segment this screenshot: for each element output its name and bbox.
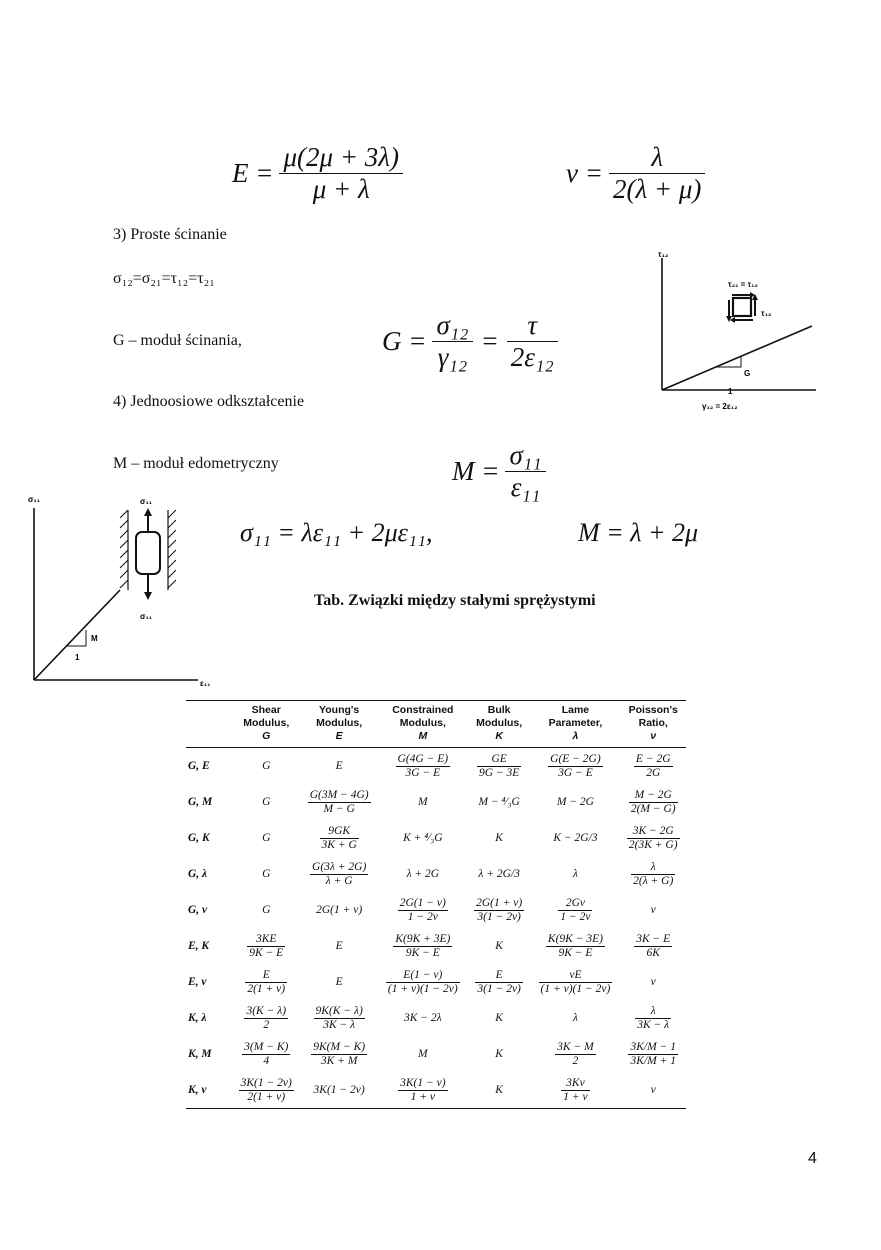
table-row-label: E, ν [188, 976, 207, 988]
table-row [186, 928, 686, 964]
table-cell-denominator: 2 [572, 1054, 579, 1067]
table-header-1 [300, 701, 377, 748]
shear-modulus-label: G – moduł ścinania, [113, 332, 242, 349]
table-header-l1: Young's [319, 704, 360, 716]
table-cell: 3K(1 − 2ν) [313, 1084, 365, 1096]
table-cell: K − 2G/3 [553, 832, 598, 844]
table-cell: G [262, 904, 271, 916]
edo-lhs: M = [452, 456, 500, 486]
table-cell-denominator: 3K − λ [637, 1018, 670, 1031]
table-header-sym: E [335, 730, 343, 742]
table-cell [468, 892, 531, 928]
table-cell [620, 820, 686, 856]
table-row [186, 748, 686, 785]
table-cell-denominator: 4 [263, 1054, 270, 1067]
table-cell: G [262, 796, 271, 808]
shear-fraction-1 [432, 310, 472, 373]
table-cell-denominator: 1 + ν [410, 1090, 436, 1103]
table-cell-fraction [561, 1077, 589, 1104]
table-cell: K [495, 1012, 503, 1024]
table-cell [300, 1036, 377, 1072]
table-cell-denominator: 2(λ + G) [633, 874, 674, 887]
table-cell: 2G(1 + ν) [316, 904, 363, 916]
table-cell [530, 1036, 620, 1072]
table-cell-numerator: 3K − E [636, 932, 671, 945]
young-modulus-formula [232, 142, 403, 205]
table-cell-fraction [310, 861, 368, 888]
table-row-label: G, K [188, 832, 210, 844]
table-cell [378, 748, 468, 785]
poisson-numerator: λ [609, 142, 705, 174]
table-cell-fraction [239, 1077, 294, 1104]
table-cell-fraction [398, 1077, 447, 1104]
table-body [186, 748, 686, 1109]
table-cell-numerator: 3K(1 − ν) [400, 1076, 446, 1089]
table-cell-fraction [474, 897, 524, 924]
table-cell [232, 1036, 300, 1072]
table-cell: ν [650, 1084, 656, 1096]
table-cell-numerator: 3K − 2G [627, 825, 680, 839]
table-cell-fraction [475, 969, 523, 996]
table-cell: K [495, 832, 503, 844]
table-cell [468, 748, 531, 785]
table-cell: λ + 2G/3 [478, 868, 520, 880]
table-cell-numerator: 9GK [320, 825, 359, 839]
edo-denominator: ε₁₁ [510, 472, 541, 502]
table-cell-numerator: E [245, 969, 287, 983]
table-cell-numerator: 2G(1 + ν) [476, 896, 523, 909]
table-cell-denominator: 2(M − G) [630, 802, 676, 815]
table-cell [530, 928, 620, 964]
table-cell: K [495, 1084, 503, 1096]
table-row [186, 856, 686, 892]
table-cell [530, 748, 620, 785]
table-cell-fraction [546, 933, 605, 960]
table-header-corner [186, 701, 232, 748]
shear-slope-label: G [744, 369, 751, 378]
table-cell-numerator: 3(M − K) [244, 1040, 289, 1053]
table-header-l2: Ratio, [638, 717, 668, 729]
table-cell-numerator: E − 2G [635, 752, 671, 765]
table-cell-fraction [548, 753, 603, 780]
table-cell [300, 820, 377, 856]
table-cell: G [262, 868, 271, 880]
table-header-l2: Parameter, [548, 717, 603, 729]
table-cell-fraction [627, 825, 680, 852]
table-cell-denominator: 2(3K + G) [628, 838, 678, 851]
edo-y-axis-label: σ₁₁ [28, 495, 41, 504]
table-header-l2: Modulus, [476, 717, 523, 729]
table-cell-fraction [314, 1005, 365, 1032]
table-cell-numerator: M − 2G [629, 789, 678, 803]
edo-slope-label: M [91, 634, 98, 643]
table-cell-denominator: 3K − λ [323, 1018, 356, 1031]
table-cell: ν [650, 904, 656, 916]
table-title: Tab. Związki między stałymi sprężystymi [314, 592, 596, 609]
table-header-3 [468, 701, 531, 748]
table-header-4 [530, 701, 620, 748]
table-cell-denominator: 1 + ν [563, 1090, 588, 1103]
table-cell-numerator: 3Kν [561, 1077, 589, 1091]
table-header-l1: Poisson's [628, 704, 678, 716]
table-cell [232, 928, 300, 964]
table-cell-denominator: 3K + M [320, 1054, 358, 1067]
table-cell-numerator: 3K(1 − 2ν) [240, 1076, 292, 1089]
elastic-constants-table [186, 700, 686, 1109]
table-header-l2: Modulus, [399, 717, 446, 729]
table-cell [378, 964, 468, 1000]
table-cell-denominator: 9K − E [405, 946, 440, 959]
table-cell-numerator: E [475, 969, 523, 983]
table-cell-denominator: 9G − 3E [478, 766, 520, 779]
table-cell-denominator: λ + G [325, 874, 353, 887]
table-cell-denominator: 9K − E [249, 946, 284, 959]
table-cell-numerator: G(4G − E) [397, 752, 449, 765]
table-cell [530, 892, 620, 928]
table-row-label: G, M [188, 796, 213, 808]
edo-arrowhead-up [144, 508, 152, 516]
uniaxial-heading: 4) Jednoosiowe odkształcenie [113, 393, 305, 410]
table-header-l1: Constrained [392, 704, 454, 716]
table-cell: M [418, 1048, 428, 1060]
table-row-label: E, K [188, 940, 210, 952]
table-cell-numerator: 3K − M [557, 1040, 594, 1053]
table-cell [530, 1072, 620, 1109]
table-cell [378, 928, 468, 964]
table-cell-numerator: λ [631, 861, 675, 875]
table-cell-numerator: G(E − 2G) [550, 752, 601, 765]
table-cell-denominator: 3G − E [405, 766, 441, 779]
edometric-label: M – moduł edometryczny [113, 455, 279, 472]
table-cell-numerator: 3KE [247, 933, 285, 947]
table-cell-denominator: 3K + G [321, 838, 357, 851]
table-cell-fraction [634, 753, 673, 780]
shear-slope-unit: 1 [728, 387, 733, 396]
table-cell-numerator: 2G(1 − ν) [399, 896, 446, 909]
shear-f2-denominator: 2ε₁₂ [510, 342, 554, 372]
edo-fraction [505, 440, 545, 503]
table-cell-numerator: λ [635, 1005, 671, 1019]
table-cell-numerator: GE [477, 753, 521, 767]
table-header-l1: Shear [251, 704, 281, 716]
shear-f1-numerator: σ₁₂ [432, 310, 472, 342]
table-cell [530, 964, 620, 1000]
table-row [186, 1036, 686, 1072]
table-cell-numerator: E(1 − ν) [386, 969, 460, 983]
edo-specimen [136, 532, 160, 574]
table-cell [300, 856, 377, 892]
edo-stress-strain-line [34, 590, 120, 680]
shear-element-square [733, 298, 751, 316]
table-cell [620, 1036, 686, 1072]
table-cell-fraction [396, 753, 451, 780]
table-cell-numerator: 3(K − λ) [246, 1004, 287, 1017]
table-cell [468, 964, 531, 1000]
table-header-sym: M [418, 730, 428, 742]
shear-stress-strain-line [662, 326, 812, 390]
table-header-2 [378, 701, 468, 748]
table-row [186, 964, 686, 1000]
table-cell-numerator: νE [539, 969, 613, 983]
young-denominator: μ + λ [312, 174, 370, 204]
table-cell-numerator: 2Gν [558, 897, 592, 911]
table-cell: E [335, 976, 343, 988]
shear-f1-denominator: γ₁₂ [437, 342, 468, 372]
table-cell-fraction [558, 897, 592, 924]
table-header-row [186, 701, 686, 748]
table-cell-denominator: 3(1 − 2ν) [477, 982, 521, 995]
shear-y-axis-label: τ₁₂ [658, 250, 669, 259]
edo-bottom-load-label: σ₁₁ [140, 612, 153, 621]
table-cell: λ [572, 868, 578, 880]
shear-element-side-label: τ₁₂ [761, 309, 772, 318]
table-row [186, 820, 686, 856]
table-cell [620, 784, 686, 820]
shear-diagram [640, 250, 820, 440]
table-cell-fraction [245, 969, 287, 996]
table-header-sym: K [495, 730, 503, 742]
table-row-label: G, ν [188, 904, 208, 916]
table-cell [620, 748, 686, 785]
table-cell-denominator: M − G [323, 802, 355, 815]
table-cell-numerator: G(3λ + 2G) [312, 860, 367, 873]
shear-x-axis-label: γ₁₂ = 2ε₁₂ [702, 402, 738, 411]
table-cell [232, 1072, 300, 1109]
table-cell: M − 2G [556, 796, 594, 808]
table-cell-denominator: (1 + ν)(1 − 2ν) [387, 982, 458, 995]
table-header-l1: Bulk [487, 704, 511, 716]
table-cell-denominator: 9K − E [558, 946, 593, 959]
table-cell-fraction [635, 1005, 671, 1032]
table-cell-fraction [320, 825, 359, 852]
page-number: 4 [808, 1150, 817, 1167]
edo-numerator: σ₁₁ [505, 440, 545, 472]
table-cell-fraction [555, 1041, 596, 1068]
table-cell [620, 928, 686, 964]
edo-x-axis-label: ε₁₁ [200, 679, 211, 688]
shear-lhs: G = [382, 326, 427, 356]
edo-arrowhead-down [144, 592, 152, 600]
shear-heading: 3) Proste ścinanie [113, 226, 227, 243]
table-header-l2: Modulus, [243, 717, 290, 729]
table-header-sym: G [262, 730, 271, 742]
shear-arrowhead-left [726, 316, 732, 322]
young-fraction [279, 142, 403, 205]
table-header-l1: Lame [561, 704, 590, 716]
poisson-lhs: ν = [566, 158, 603, 188]
table-cell [300, 1000, 377, 1036]
table-header-sym: λ [572, 730, 579, 742]
table-cell-denominator: 2(1 + ν) [247, 982, 286, 995]
table-row-label: K, λ [188, 1012, 207, 1024]
table-cell-denominator: (1 + ν)(1 − 2ν) [540, 982, 611, 995]
shear-element-label: τ₂₁ = τ₁₂ [728, 280, 758, 289]
table-cell-fraction [308, 789, 371, 816]
table-cell-numerator: K(9K − 3E) [547, 932, 603, 945]
m-relation: M = λ + 2μ [578, 518, 699, 547]
table-cell-numerator: 9K(K − λ) [315, 1004, 363, 1017]
table-cell-fraction [311, 1041, 367, 1068]
edo-top-load-label: σ₁₁ [140, 497, 153, 506]
table-header-sym: ν [650, 730, 657, 742]
table-cell: K [495, 940, 503, 952]
table-row-label: G, E [188, 760, 210, 772]
sigma-relation: σ₁₁ = λε₁₁ + 2με₁₁, [240, 518, 433, 547]
poisson-fraction [609, 142, 705, 205]
table-cell [378, 1072, 468, 1109]
poisson-ratio-formula [566, 142, 705, 205]
table-cell: E [335, 760, 343, 772]
table-cell-denominator: 3(1 − 2ν) [477, 910, 521, 923]
table-cell-numerator: K(9K + 3E) [395, 932, 451, 945]
table-cell-denominator: 6K [646, 946, 660, 959]
shear-fraction-2 [507, 310, 558, 373]
young-numerator: μ(2μ + 3λ) [279, 142, 403, 174]
edo-slope-unit: 1 [75, 653, 80, 662]
table-cell-fraction [393, 933, 452, 960]
table-cell [232, 964, 300, 1000]
table-cell [378, 892, 468, 928]
table-cell [232, 1000, 300, 1036]
table-cell-denominator: 2(1 + ν) [247, 1090, 286, 1103]
table-row [186, 784, 686, 820]
table-cell-fraction [628, 1041, 677, 1068]
table-row-label: K, M [188, 1048, 212, 1060]
table-cell: M [418, 796, 428, 808]
edometric-formula [452, 440, 546, 503]
table-cell: λ [572, 1012, 578, 1024]
table-cell-denominator: 2 [263, 1018, 270, 1031]
table-cell [300, 784, 377, 820]
table-cell: ν [650, 976, 656, 988]
table-cell-fraction [398, 897, 448, 924]
table-cell [620, 856, 686, 892]
table-cell: M − ⁴⁄₃G [478, 796, 520, 808]
table-cell: λ + 2G [406, 868, 440, 880]
table-cell: K [495, 1048, 503, 1060]
table-cell-denominator: 3G − E [558, 766, 593, 779]
table-cell: E [335, 940, 343, 952]
table-cell: G [262, 832, 271, 844]
table-header-5 [620, 701, 686, 748]
table-row [186, 1072, 686, 1109]
table-row-label: K, ν [188, 1084, 207, 1096]
table-cell-numerator: 9K(M − K) [313, 1040, 366, 1053]
table-cell: G [262, 760, 271, 772]
table-cell: 3K − 2λ [404, 1012, 442, 1024]
poisson-denominator: 2(λ + μ) [612, 174, 702, 204]
table-cell-fraction [244, 1005, 288, 1032]
shear-modulus-formula [382, 310, 558, 373]
table-header-l2: Modulus, [316, 717, 363, 729]
table-cell-fraction [634, 933, 672, 960]
table-cell-fraction [539, 969, 613, 996]
table-cell-fraction [242, 1041, 290, 1068]
table-cell-numerator: G(3M − 4G) [309, 788, 369, 801]
table-cell-fraction [386, 969, 460, 996]
young-lhs: E = [232, 158, 274, 188]
shear-equals: = [480, 326, 499, 356]
table-cell: K + ⁴⁄₃G [403, 832, 443, 844]
table-cell-denominator: 2G [646, 766, 661, 779]
table-header-0 [232, 701, 300, 748]
table-cell-fraction [631, 861, 675, 888]
edometric-diagram [22, 490, 222, 690]
shear-equalities: σ₁₂=σ₂₁=τ₁₂=τ₂₁ [113, 270, 215, 287]
table-cell-fraction [247, 933, 285, 960]
table-cell-denominator: 3K/M + 1 [630, 1054, 676, 1067]
table-cell [620, 1000, 686, 1036]
table-cell-numerator: 3K/M − 1 [630, 1040, 676, 1053]
table-cell-fraction [629, 789, 678, 816]
shear-f2-numerator: τ [507, 310, 558, 342]
table-cell-fraction [477, 753, 521, 780]
table-row-label: G, λ [188, 868, 208, 880]
table-cell-denominator: 1 − 2ν [560, 910, 591, 923]
table-row [186, 1000, 686, 1036]
table-row [186, 892, 686, 928]
table-cell-denominator: 1 − 2ν [407, 910, 438, 923]
